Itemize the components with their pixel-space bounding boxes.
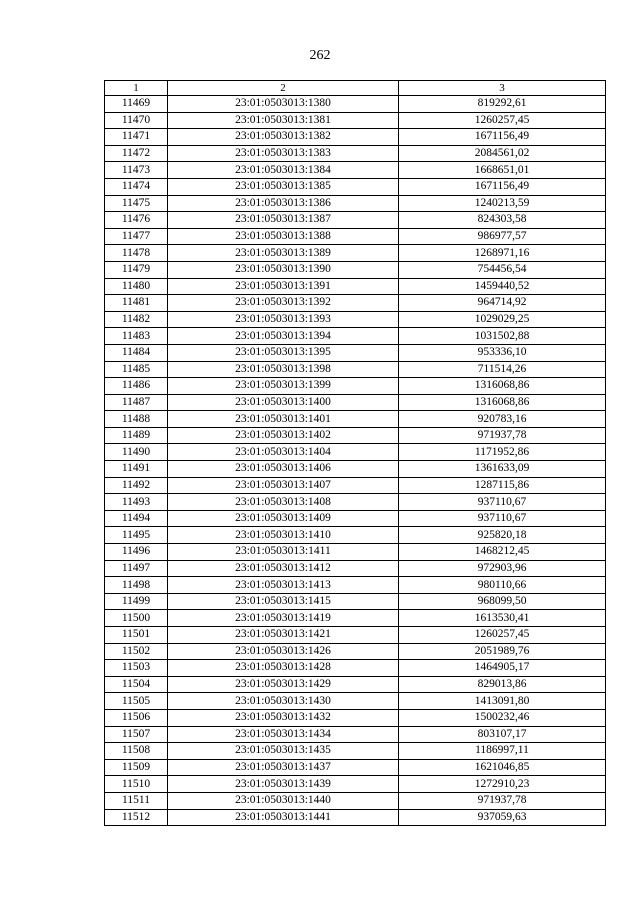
table-row: [105, 726, 606, 743]
row-number-cell: 11482: [105, 311, 168, 328]
value-cell: 937110,67: [399, 510, 606, 527]
table-row: [105, 527, 606, 544]
row-number-cell: 11499: [105, 593, 168, 610]
row-number-cell: 11501: [105, 627, 168, 644]
cadastral-number-cell: 23:01:0503013:1411: [168, 544, 399, 561]
row-number-cell: 11498: [105, 577, 168, 594]
cadastral-number-cell: 23:01:0503013:1401: [168, 411, 399, 428]
value-cell: 1272910,23: [399, 776, 606, 793]
value-cell: 1031502,88: [399, 328, 606, 345]
value-cell: 711514,26: [399, 361, 606, 378]
table-row: [105, 344, 606, 361]
table-row: [105, 544, 606, 561]
row-number-cell: 11489: [105, 427, 168, 444]
value-cell: 1029029,25: [399, 311, 606, 328]
cadastral-number-cell: 23:01:0503013:1430: [168, 693, 399, 710]
row-number-cell: 11506: [105, 709, 168, 726]
cadastral-number-cell: 23:01:0503013:1426: [168, 643, 399, 660]
value-cell: 937110,67: [399, 494, 606, 511]
table-row: [105, 162, 606, 179]
row-number-cell: 11472: [105, 145, 168, 162]
row-number-cell: 11474: [105, 178, 168, 195]
cadastral-number-cell: 23:01:0503013:1383: [168, 145, 399, 162]
table-row: [105, 427, 606, 444]
cadastral-number-cell: 23:01:0503013:1413: [168, 577, 399, 594]
row-number-cell: 11503: [105, 660, 168, 677]
row-number-cell: 11497: [105, 560, 168, 577]
table-row: [105, 759, 606, 776]
row-number-cell: 11471: [105, 129, 168, 146]
cadastral-number-cell: 23:01:0503013:1385: [168, 178, 399, 195]
row-number-cell: 11494: [105, 510, 168, 527]
row-number-cell: 11480: [105, 278, 168, 295]
table-row: [105, 792, 606, 809]
table-row: [105, 178, 606, 195]
cadastral-number-cell: 23:01:0503013:1419: [168, 610, 399, 627]
table-row: [105, 245, 606, 262]
cadastral-number-cell: 23:01:0503013:1407: [168, 477, 399, 494]
row-number-cell: 11504: [105, 676, 168, 693]
cadastral-number-cell: 23:01:0503013:1395: [168, 344, 399, 361]
table-row: [105, 776, 606, 793]
cadastral-number-cell: 23:01:0503013:1421: [168, 627, 399, 644]
value-cell: 1171952,86: [399, 444, 606, 461]
value-cell: 1186997,11: [399, 743, 606, 760]
table-row: [105, 278, 606, 295]
row-number-cell: 11477: [105, 228, 168, 245]
table-row: [105, 96, 606, 113]
row-number-cell: 11475: [105, 195, 168, 212]
cadastral-number-cell: 23:01:0503013:1386: [168, 195, 399, 212]
value-cell: 971937,78: [399, 792, 606, 809]
value-cell: 1413091,80: [399, 693, 606, 710]
table-row: [105, 129, 606, 146]
table-row: [105, 228, 606, 245]
cadastral-number-cell: 23:01:0503013:1387: [168, 212, 399, 229]
cadastral-number-cell: 23:01:0503013:1394: [168, 328, 399, 345]
cadastral-number-cell: 23:01:0503013:1428: [168, 660, 399, 677]
value-cell: 968099,50: [399, 593, 606, 610]
value-cell: 829013,86: [399, 676, 606, 693]
table-row: [105, 577, 606, 594]
cadastral-number-cell: 23:01:0503013:1399: [168, 378, 399, 395]
table-row: [105, 212, 606, 229]
table-row: [105, 510, 606, 527]
value-cell: 986977,57: [399, 228, 606, 245]
row-number-cell: 11485: [105, 361, 168, 378]
row-number-cell: 11476: [105, 212, 168, 229]
cadastral-number-cell: 23:01:0503013:1391: [168, 278, 399, 295]
cadastral-number-cell: 23:01:0503013:1412: [168, 560, 399, 577]
row-number-cell: 11502: [105, 643, 168, 660]
value-cell: 1268971,16: [399, 245, 606, 262]
row-number-cell: 11486: [105, 378, 168, 395]
table-row: [105, 261, 606, 278]
cadastral-number-cell: 23:01:0503013:1434: [168, 726, 399, 743]
cadastral-number-cell: 23:01:0503013:1390: [168, 261, 399, 278]
cadastral-number-cell: 23:01:0503013:1389: [168, 245, 399, 262]
table-row: [105, 494, 606, 511]
cadastral-number-cell: 23:01:0503013:1439: [168, 776, 399, 793]
value-cell: 1668651,01: [399, 162, 606, 179]
value-cell: 925820,18: [399, 527, 606, 544]
cadastral-number-cell: 23:01:0503013:1404: [168, 444, 399, 461]
cadastral-number-cell: 23:01:0503013:1409: [168, 510, 399, 527]
table-body: [105, 81, 606, 826]
value-cell: 920783,16: [399, 411, 606, 428]
table-row: [105, 809, 606, 826]
row-number-cell: 11505: [105, 693, 168, 710]
table-row: [105, 610, 606, 627]
table-row: [105, 295, 606, 312]
cadastral-number-cell: 23:01:0503013:1408: [168, 494, 399, 511]
row-number-cell: 11491: [105, 461, 168, 478]
table-row: [105, 709, 606, 726]
value-cell: 1316068,86: [399, 378, 606, 395]
table-row: [105, 195, 606, 212]
cadastral-number-cell: 23:01:0503013:1435: [168, 743, 399, 760]
row-number-cell: 11510: [105, 776, 168, 793]
row-number-cell: 11492: [105, 477, 168, 494]
cadastral-number-cell: 23:01:0503013:1381: [168, 112, 399, 129]
value-cell: 953336,10: [399, 344, 606, 361]
cadastral-number-cell: 23:01:0503013:1441: [168, 809, 399, 826]
value-cell: 1240213,59: [399, 195, 606, 212]
row-number-cell: 11469: [105, 96, 168, 113]
column-header-3: 3: [399, 81, 606, 96]
table-row: [105, 311, 606, 328]
table-row: [105, 627, 606, 644]
value-cell: 2084561,02: [399, 145, 606, 162]
cadastral-number-cell: 23:01:0503013:1398: [168, 361, 399, 378]
value-cell: 1621046,85: [399, 759, 606, 776]
row-number-cell: 11512: [105, 809, 168, 826]
cadastral-number-cell: 23:01:0503013:1406: [168, 461, 399, 478]
table-row: [105, 560, 606, 577]
table-row: [105, 477, 606, 494]
page-number: 262: [309, 48, 331, 63]
value-cell: 1459440,52: [399, 278, 606, 295]
row-number-cell: 11493: [105, 494, 168, 511]
table-row: [105, 378, 606, 395]
value-cell: 1287115,86: [399, 477, 606, 494]
row-number-cell: 11484: [105, 344, 168, 361]
value-cell: 1613530,41: [399, 610, 606, 627]
value-cell: 824303,58: [399, 212, 606, 229]
table-row: [105, 328, 606, 345]
table-row: [105, 660, 606, 677]
row-number-cell: 11479: [105, 261, 168, 278]
row-number-cell: 11490: [105, 444, 168, 461]
cadastral-number-cell: 23:01:0503013:1402: [168, 427, 399, 444]
value-cell: 803107,17: [399, 726, 606, 743]
data-table: [104, 80, 606, 826]
row-number-cell: 11481: [105, 295, 168, 312]
table-row: [105, 693, 606, 710]
row-number-cell: 11478: [105, 245, 168, 262]
value-cell: 1260257,45: [399, 112, 606, 129]
table-header-row: [105, 81, 606, 96]
table-row: [105, 145, 606, 162]
row-number-cell: 11508: [105, 743, 168, 760]
column-header-2: 2: [168, 81, 399, 96]
row-number-cell: 11483: [105, 328, 168, 345]
value-cell: 971937,78: [399, 427, 606, 444]
cadastral-number-cell: 23:01:0503013:1432: [168, 709, 399, 726]
value-cell: 937059,63: [399, 809, 606, 826]
cadastral-number-cell: 23:01:0503013:1410: [168, 527, 399, 544]
table-row: [105, 394, 606, 411]
table-row: [105, 361, 606, 378]
value-cell: 1316068,86: [399, 394, 606, 411]
row-number-cell: 11511: [105, 792, 168, 809]
table-row: [105, 461, 606, 478]
value-cell: 972903,96: [399, 560, 606, 577]
cadastral-number-cell: 23:01:0503013:1388: [168, 228, 399, 245]
cadastral-number-cell: 23:01:0503013:1384: [168, 162, 399, 179]
value-cell: 1671156,49: [399, 178, 606, 195]
value-cell: 1260257,45: [399, 627, 606, 644]
value-cell: 1671156,49: [399, 129, 606, 146]
row-number-cell: 11507: [105, 726, 168, 743]
row-number-cell: 11495: [105, 527, 168, 544]
cadastral-number-cell: 23:01:0503013:1415: [168, 593, 399, 610]
value-cell: 1500232,46: [399, 709, 606, 726]
row-number-cell: 11496: [105, 544, 168, 561]
cadastral-number-cell: 23:01:0503013:1382: [168, 129, 399, 146]
value-cell: 980110,66: [399, 577, 606, 594]
table-row: [105, 444, 606, 461]
table-row: [105, 743, 606, 760]
cadastral-number-cell: 23:01:0503013:1429: [168, 676, 399, 693]
value-cell: 754456,54: [399, 261, 606, 278]
value-cell: 2051989,76: [399, 643, 606, 660]
table-row: [105, 112, 606, 129]
table-row: [105, 676, 606, 693]
value-cell: 1464905,17: [399, 660, 606, 677]
table-row: [105, 643, 606, 660]
value-cell: 964714,92: [399, 295, 606, 312]
cadastral-number-cell: 23:01:0503013:1393: [168, 311, 399, 328]
column-header-1: 1: [105, 81, 168, 96]
value-cell: 1468212,45: [399, 544, 606, 561]
cadastral-number-cell: 23:01:0503013:1380: [168, 96, 399, 113]
row-number-cell: 11487: [105, 394, 168, 411]
row-number-cell: 11488: [105, 411, 168, 428]
row-number-cell: 11500: [105, 610, 168, 627]
cadastral-number-cell: 23:01:0503013:1440: [168, 792, 399, 809]
value-cell: 819292,61: [399, 96, 606, 113]
value-cell: 1361633,09: [399, 461, 606, 478]
row-number-cell: 11470: [105, 112, 168, 129]
cadastral-number-cell: 23:01:0503013:1400: [168, 394, 399, 411]
cadastral-number-cell: 23:01:0503013:1392: [168, 295, 399, 312]
table-row: [105, 593, 606, 610]
row-number-cell: 11509: [105, 759, 168, 776]
cadastral-number-cell: 23:01:0503013:1437: [168, 759, 399, 776]
table-row: [105, 411, 606, 428]
row-number-cell: 11473: [105, 162, 168, 179]
